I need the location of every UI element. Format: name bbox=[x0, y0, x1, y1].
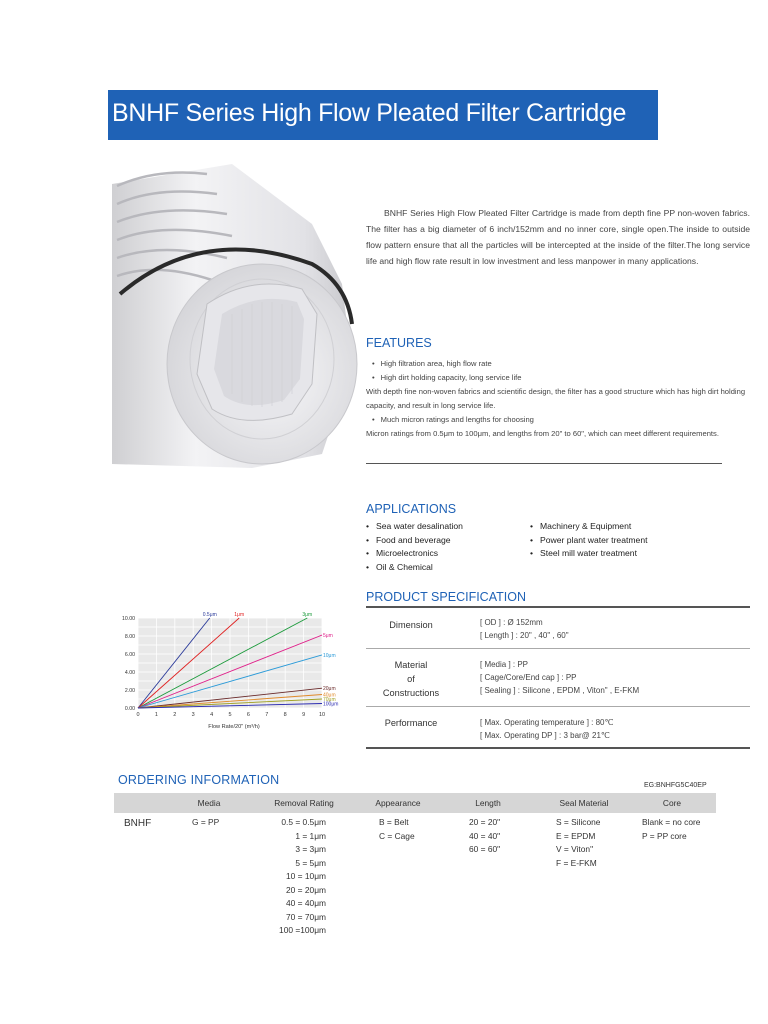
x-tick-label: 8 bbox=[283, 712, 287, 718]
spec-value: [ OD ] : Ø 152mm bbox=[480, 618, 543, 627]
series-label: 70μm bbox=[323, 697, 336, 703]
application-item: • Microelectronics bbox=[366, 547, 463, 561]
seal-option: E = EPDM bbox=[556, 830, 596, 841]
y-tick-label: 4.00 bbox=[124, 670, 135, 676]
ordering-heading: ORDERING INFORMATION bbox=[118, 773, 280, 787]
column-header-length: Length bbox=[475, 798, 501, 808]
ordering-header-row bbox=[114, 793, 716, 813]
column-header-seal-material: Seal Material bbox=[559, 798, 609, 808]
media-option: G = PP bbox=[192, 817, 220, 827]
column-header-media: Media bbox=[197, 798, 221, 808]
feature-item: • High filtration area, high flow rate bbox=[366, 357, 746, 371]
ordering-brand: BNHF bbox=[124, 818, 152, 829]
filter-cartridge-image bbox=[112, 164, 358, 468]
column-header-core: Core bbox=[662, 798, 682, 808]
spec-separator bbox=[366, 648, 750, 649]
ordering-seal-column bbox=[556, 816, 600, 870]
series-label: 5μm bbox=[323, 633, 333, 640]
x-tick-label: 7 bbox=[265, 712, 269, 718]
spec-label-line: Material bbox=[394, 660, 428, 670]
series-label: 3μm bbox=[302, 612, 313, 618]
seal-option: S = Silicone bbox=[556, 817, 601, 827]
spec-value: [ Length ] : 20" , 40" , 60" bbox=[480, 631, 569, 640]
spec-top-rule bbox=[366, 606, 750, 608]
removal-option: 5 = 5μm bbox=[295, 857, 326, 868]
removal-option: 10 = 10μm bbox=[286, 871, 326, 881]
x-tick-label: 6 bbox=[246, 712, 250, 718]
removal-option: 0.5 = 0.5μm bbox=[281, 817, 326, 827]
ordering-appearance-column bbox=[379, 816, 415, 843]
removal-option: 3 = 3μm bbox=[295, 844, 326, 854]
feature-detail: Micron ratings from 0.5μm to 100μm, and lengths from 20" to 60", which can meet different requirements. bbox=[366, 429, 719, 438]
length-option: 20 = 20" bbox=[469, 817, 501, 827]
x-tick-label: 9 bbox=[302, 712, 306, 718]
x-tick-label: 0 bbox=[136, 712, 140, 718]
applications-heading: APPLICATIONS bbox=[366, 502, 457, 516]
y-tick-label: 6.00 bbox=[124, 652, 135, 658]
ordering-removal-column bbox=[262, 816, 326, 938]
application-item: • Sea water desalination bbox=[366, 520, 463, 534]
series-label: 20μm bbox=[323, 686, 336, 693]
spec-value: [ Max. Operating temperature ] : 80℃ bbox=[480, 718, 614, 727]
removal-option: 100 =100μm bbox=[279, 925, 326, 935]
appearance-option: B = Belt bbox=[379, 817, 409, 827]
removal-option: 20 = 20μm bbox=[286, 884, 326, 895]
title-banner bbox=[108, 90, 658, 140]
spec-values bbox=[480, 658, 639, 697]
features-list bbox=[366, 357, 746, 441]
flow-rate-chart bbox=[114, 606, 346, 734]
length-option: 40 = 40" bbox=[469, 830, 501, 841]
length-option: 60 = 60" bbox=[469, 844, 501, 854]
ordering-length-column bbox=[469, 816, 500, 857]
x-axis-label: Flow Rate/20" (m³/h) bbox=[208, 724, 260, 730]
x-tick-label: 3 bbox=[191, 712, 195, 718]
core-option: P = PP core bbox=[642, 830, 687, 841]
series-label: 1μm bbox=[234, 612, 245, 618]
series-label: 10μm bbox=[323, 652, 336, 659]
spec-label: Performance bbox=[384, 718, 438, 728]
feature-detail: With depth fine non-woven fabrics and scientific design, the filter has a good structure which has high dirt holding capacity, and result in long service life. bbox=[366, 387, 746, 410]
column-header-appearance: Appearance bbox=[375, 798, 421, 808]
spec-value: [ Cage/Core/End cap ] : PP bbox=[480, 673, 577, 682]
column-header-removal-rating: Removal Rating bbox=[274, 798, 334, 808]
x-tick-label: 1 bbox=[154, 712, 158, 718]
x-tick-label: 5 bbox=[228, 712, 232, 718]
series-label: 0.5μm bbox=[202, 612, 217, 618]
spec-heading: PRODUCT SPECIFICATION bbox=[366, 590, 526, 604]
spec-separator bbox=[366, 706, 750, 707]
seal-option: V = Viton" bbox=[556, 844, 594, 854]
feature-item: • High dirt holding capacity, long service life bbox=[366, 371, 746, 385]
spec-bottom-rule bbox=[366, 747, 750, 749]
y-tick-label: 8.00 bbox=[124, 634, 135, 640]
x-tick-label: 2 bbox=[173, 712, 177, 718]
y-tick-label: 2.00 bbox=[124, 688, 135, 694]
spec-value: [ Sealing ] : Silicone , EPDM , Viton" , E-FKM bbox=[480, 686, 640, 695]
application-item: • Food and beverage bbox=[366, 534, 463, 548]
spec-value: [ Max. Operating DP ] : 3 bar@ 21℃ bbox=[480, 731, 610, 740]
y-tick-label: 0.00 bbox=[124, 706, 135, 712]
intro-paragraph: BNHF Series High Flow Pleated Filter Cartridge is made from depth fine PP non-woven fabrics. The filter has a big diameter of 6 inch/152mm and no inner core, single open.The inside to outside flow pattern ensure that all the particles will be intercepted at the inside of the filter.The long service life and high flow rate result in low investment and less manpower in many applications. bbox=[366, 208, 750, 266]
ordering-example: EG:BNHFG5C40EP bbox=[644, 782, 707, 789]
feature-item: • Much micron ratings and lengths for choosing bbox=[366, 413, 746, 427]
seal-option: F = E-FKM bbox=[556, 857, 597, 868]
spec-label-line: of bbox=[407, 674, 415, 684]
spec-label-line: Constructions bbox=[382, 688, 440, 698]
core-option: Blank = no core bbox=[642, 817, 701, 827]
applications-column-2 bbox=[530, 520, 648, 561]
x-tick-label: 10 bbox=[318, 712, 326, 718]
series-label: 100μm bbox=[323, 701, 339, 708]
spec-value: [ Media ] : PP bbox=[480, 660, 529, 669]
ordering-core-column bbox=[642, 816, 700, 843]
features-heading: FEATURES bbox=[366, 336, 432, 350]
application-item: • Oil & Chemical bbox=[366, 561, 463, 575]
series-label: 40μm bbox=[323, 692, 336, 699]
spec-label bbox=[366, 658, 456, 700]
removal-option: 70 = 70μm bbox=[286, 911, 326, 922]
page-title: BNHF Series High Flow Pleated Filter Cartridge bbox=[112, 99, 627, 127]
ordering-media-column bbox=[192, 816, 219, 830]
spec-label: Dimension bbox=[389, 620, 433, 630]
x-tick-label: 4 bbox=[210, 712, 214, 718]
application-item: • Power plant water treatment bbox=[530, 534, 648, 548]
appearance-option: C = Cage bbox=[379, 830, 415, 841]
spec-values bbox=[480, 716, 614, 742]
y-tick-label: 10.00 bbox=[122, 616, 135, 622]
application-item: • Machinery & Equipment bbox=[530, 520, 648, 534]
section-divider bbox=[366, 463, 722, 464]
removal-option: 40 = 40μm bbox=[286, 898, 326, 908]
applications-column-1 bbox=[366, 520, 463, 574]
application-item: • Steel mill water treatment bbox=[530, 547, 648, 561]
spec-values bbox=[480, 616, 569, 642]
removal-option: 1 = 1μm bbox=[295, 830, 326, 841]
